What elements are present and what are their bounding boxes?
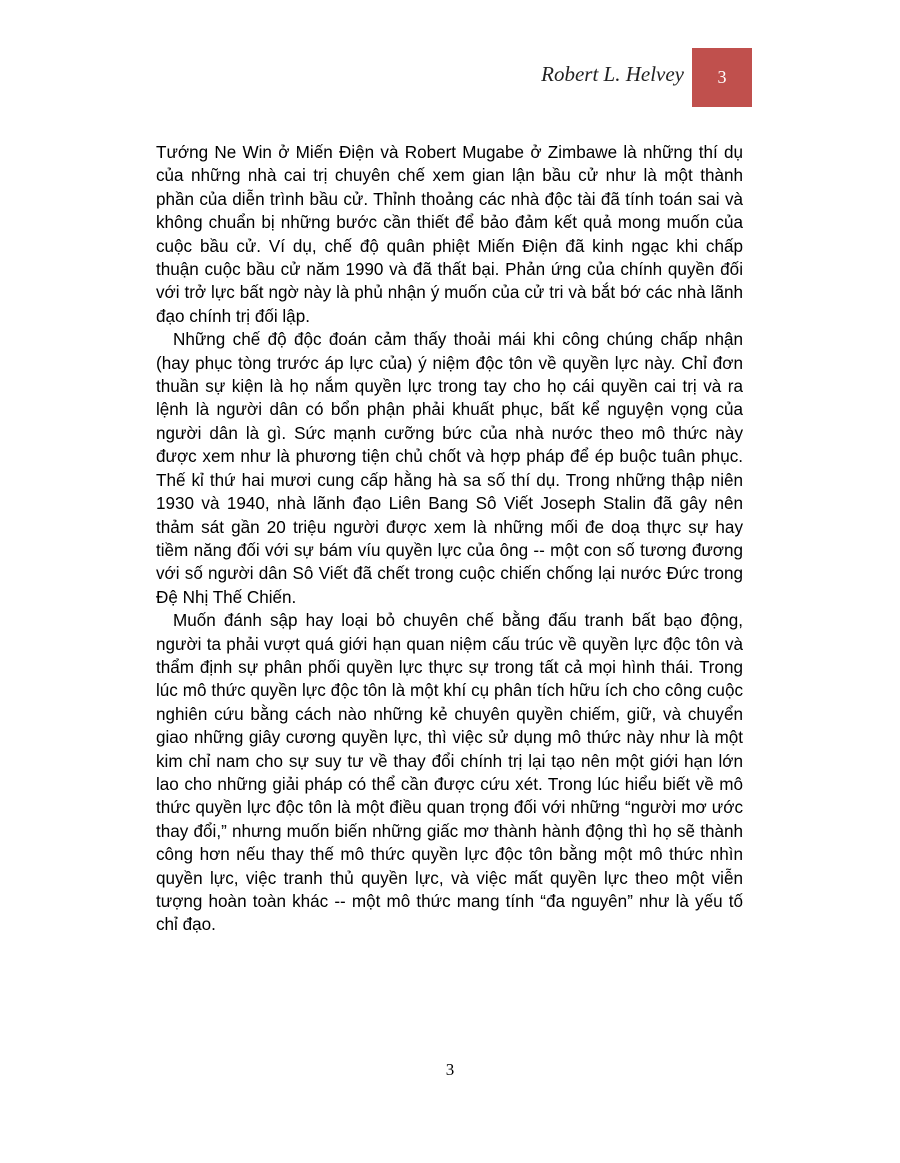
header-page-number-box [692, 48, 752, 107]
footer-page-number: 3 [445, 1060, 455, 1079]
paragraph-3: Muốn đánh sập hay loại bỏ chuyên chế bằng đấu tranh bất bạo động, người ta phải vượt quá giới hạn quan niệm cấu trúc về quyền lực độc tôn và thẩm định sự phân phối quyền lực thực sự trong tất cả mọi hình thái. Trong lúc mô thức quyền lực độc tôn là một khí cụ phân tích hữu ích cho công cuộc nghiên cứu bằng cách nào những kẻ chuyên quyền chiếm, giữ, và chuyển giao những giây cương quyền lực, thì việc sử dụng mô thức này như là một kim chỉ nam cho sự suy tư về thay đổi chính trị lại tạo nên một giới hạn lớn lao cho những giải pháp có thể cần được cứu xét. Trong lúc hiểu biết về mô thức quyền lực độc tôn là một điều quan trọng đối với những “người mơ ước thay đổi,” nhưng muốn biến những giấc mơ thành hành động thì họ sẽ thành công hơn nếu thay thế mô thức quyền lực độc tôn bằng một mô thức nhìn quyền lực, việc tranh thủ quyền lực, và việc mất quyền lực theo một viễn tượng hoàn toàn khác -- một mô thức mang tính “đa nguyên” như là yếu tố chỉ đạo. [156, 611, 743, 935]
header-page-number: 3 [717, 67, 727, 87]
paragraph-2: Những chế độ độc đoán cảm thấy thoải mái khi công chúng chấp nhận (hay phục tòng trước áp lực của) ý niệm độc tôn về quyền lực này. Chỉ đơn thuần sự kiện là họ nắm quyền lực trong tay cho họ cái quyền cai trị và ra lệnh là người dân có bổn phận phải khuất phục, bất kể nguyện vọng của người dân là gì. Sức mạnh cưỡng bức của nhà nước theo mô thức này được xem như là phương tiện chủ chốt và hợp pháp để ép buộc tuân phục. Thế kỉ thứ hai mươi cung cấp hằng hà sa số thí dụ. Trong những thập niên 1930 và 1940, nhà lãnh đạo Liên Bang Sô Viết Joseph Stalin đã gây nên thảm sát gần 20 triệu người được xem là những mối đe doạ thực sự hay tiềm năng đối với sự bám víu quyền lực của ông -- một con số tương đương với số người dân Sô Viết đã chết trong cuộc chiến chống lại nước Đức trong Đệ Nhị Thế Chiến. [156, 330, 743, 607]
header-author: Robert L. Helvey [541, 62, 684, 86]
body-text [156, 141, 743, 937]
paragraph-1: Tướng Ne Win ở Miến Điện và Robert Mugabe ở Zimbawe là những thí dụ của những nhà cai trị chuyên chế xem gian lận bầu cử như là một thành phần của diễn trình bầu cử. Thỉnh thoảng các nhà độc tài đã tính toán sai và không chuẩn bị những bước cần thiết để bảo đảm kết quả mong muốn của cuộc bầu cử. Ví dụ, chế độ quân phiệt Miến Điện đã kinh ngạc khi chấp thuận cuộc bầu cử năm 1990 và đã thất bại. Phản ứng của chính quyền đối với trở lực bất ngờ này là phủ nhận ý muốn của cử tri và bắt bớ các nhà lãnh đạo chính trị đối lập. [156, 143, 743, 326]
